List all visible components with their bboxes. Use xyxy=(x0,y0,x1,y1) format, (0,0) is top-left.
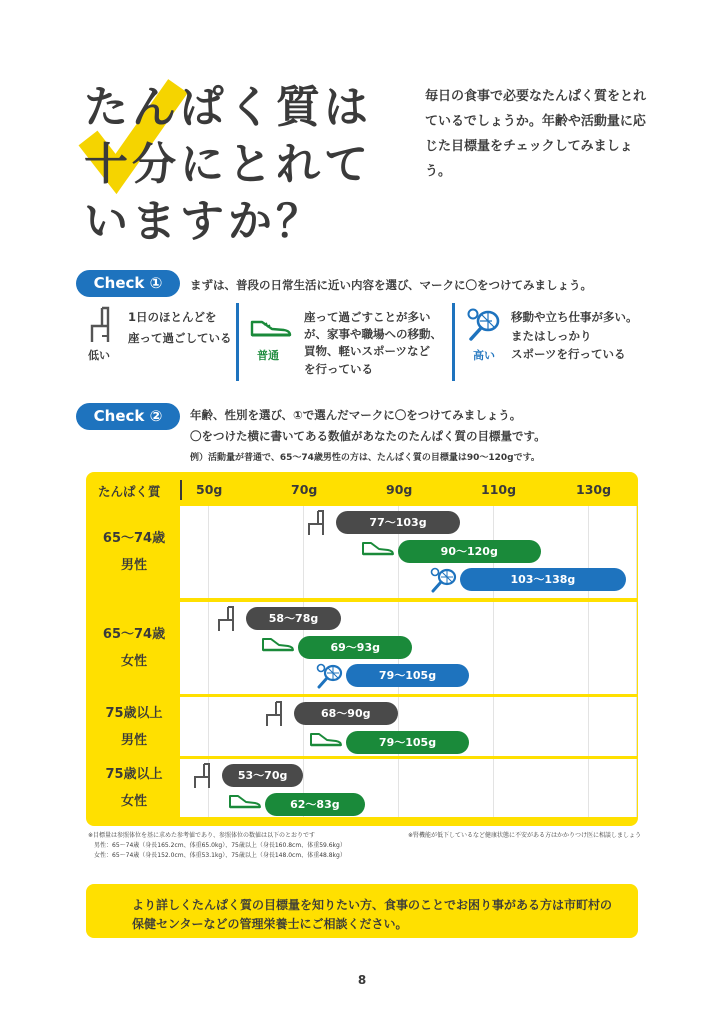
gridline xyxy=(303,506,304,598)
gridline xyxy=(208,697,209,756)
gridline xyxy=(208,602,209,694)
range-bar-low: 68～90g xyxy=(294,702,399,725)
gridline xyxy=(493,759,494,817)
range-bar-high: 103～138g xyxy=(460,568,626,591)
gridline xyxy=(636,506,637,598)
chair-icon xyxy=(306,510,326,540)
page-title-line-2: 十分にとれて xyxy=(84,139,372,190)
gridline xyxy=(493,697,494,756)
group-label-sex: 女性 xyxy=(120,794,147,809)
footnote-4: ※腎機能が低下しているなど健康状態に不安がある方はかかりつけ医に相談しましょう xyxy=(408,832,642,839)
consult-line-2: 保健センターなどの管理栄養士にご相談ください。 xyxy=(132,917,408,931)
sneaker-icon xyxy=(308,730,342,752)
activity-normal-line-2: が、家事や職場への移動、 xyxy=(304,327,442,341)
check2-example: 例）活動量が普通で、65～74歳男性の方は、たんぱく質の目標量は90～120gです。 xyxy=(190,453,540,463)
tennis-racket-icon xyxy=(430,567,458,597)
x-tick-label: 70g xyxy=(291,482,318,497)
activity-normal-line-3: 買物、軽いスポーツなど xyxy=(304,344,431,358)
gridline xyxy=(493,602,494,694)
header-divider xyxy=(180,480,182,500)
gridline xyxy=(636,602,637,694)
x-tick-label: 110g xyxy=(481,482,517,497)
gridline xyxy=(588,697,589,756)
gridline xyxy=(208,506,209,598)
range-bar-normal: 69～93g xyxy=(298,636,412,659)
range-bar-normal: 90～120g xyxy=(398,540,541,563)
group-label-age: 75歳以上 xyxy=(105,705,163,721)
footnote-1: ※目標量は参照体位を基に求めた参考値であり、参照体位の数値は以下のとおりです xyxy=(88,832,316,839)
activity-low-label: 低い xyxy=(88,349,110,362)
range-bar-low: 53～70g xyxy=(222,764,303,787)
footnote-3: 女性：65～74歳（身長152.0cm、体重53.1kg）、75歳以上（身長148.0cm、体重48.8kg） xyxy=(94,852,346,859)
activity-normal-label: 普通 xyxy=(257,349,279,362)
activity-high-line-2: またはしっかり xyxy=(511,329,592,343)
gridline xyxy=(398,759,399,817)
group-label-sex: 男性 xyxy=(120,558,147,573)
range-bar-low: 58～78g xyxy=(246,607,341,630)
consult-line-1: より詳しくたんぱく質の目標量を知りたい方、食事のことでお困り事がある方は市町村の xyxy=(132,898,613,912)
check2-instruction-2: 〇をつけた横に書いてある数値があなたのたんぱく質の目標量です。 xyxy=(190,429,546,443)
group-label-sex: 男性 xyxy=(120,732,147,748)
chair-icon xyxy=(192,763,212,793)
page-title-line-1: たんぱく質は xyxy=(84,82,372,133)
group-label-age: 75歳以上 xyxy=(105,767,163,782)
chair-icon xyxy=(264,701,284,731)
chart-header-label: たんぱく質 xyxy=(98,484,161,499)
gridline xyxy=(636,697,637,756)
activity-normal-line-1: 座って過ごすことが多い xyxy=(304,310,431,324)
range-bar-normal: 62～83g xyxy=(265,793,365,816)
range-bar-low: 77～103g xyxy=(336,511,460,534)
activity-low-line-1: 1日のほとんどを xyxy=(128,310,217,324)
page-number: 8 xyxy=(357,973,367,987)
gridline xyxy=(588,759,589,817)
range-bar-normal: 79～105g xyxy=(346,731,470,754)
check2-instruction-1: 年齢、性別を選び、①で選んだマークに〇をつけてみましょう。 xyxy=(190,408,522,422)
sneaker-icon xyxy=(227,792,261,814)
check1-badge: Check ① xyxy=(76,270,180,297)
footnote-2: 男性：65～74歳（身長165.2cm、体重65.0kg）、75歳以上（身長160.8cm、体重59.6kg） xyxy=(94,842,346,849)
sneaker-icon xyxy=(360,539,394,561)
range-bar-high: 79～105g xyxy=(346,664,470,687)
group-label-sex: 女性 xyxy=(120,654,147,669)
gridline xyxy=(636,759,637,817)
check2-badge: Check ② xyxy=(76,403,180,430)
activity-high-line-3: スポーツを行っている xyxy=(511,347,626,361)
group-label-age: 65～74歳 xyxy=(102,531,166,546)
activity-high-line-1: 移動や立ち仕事が多い。 xyxy=(511,310,638,324)
activity-low-line-2: 座って過ごしている xyxy=(128,331,232,345)
chair-icon xyxy=(216,606,236,636)
activity-high-label: 高い xyxy=(473,349,495,362)
x-tick-label: 90g xyxy=(386,482,413,497)
sneaker-icon xyxy=(260,635,294,657)
tennis-racket-icon xyxy=(316,663,344,693)
page-title-line-3: いますか？ xyxy=(84,196,324,247)
group-label-age: 65～74歳 xyxy=(102,627,166,642)
x-tick-label: 50g xyxy=(196,482,223,497)
check1-instruction: まずは、普段の日常生活に近い内容を選び、マークに〇をつけてみましょう。 xyxy=(190,278,593,292)
x-tick-label: 130g xyxy=(576,482,612,497)
activity-normal-line-4: を行っている xyxy=(304,362,373,376)
intro-text: 毎日の食事で必要なたんぱく質をとれているでしょうか。年齢や活動量に応じた目標量をチェックしてみましょう。 xyxy=(425,89,647,179)
gridline xyxy=(588,602,589,694)
